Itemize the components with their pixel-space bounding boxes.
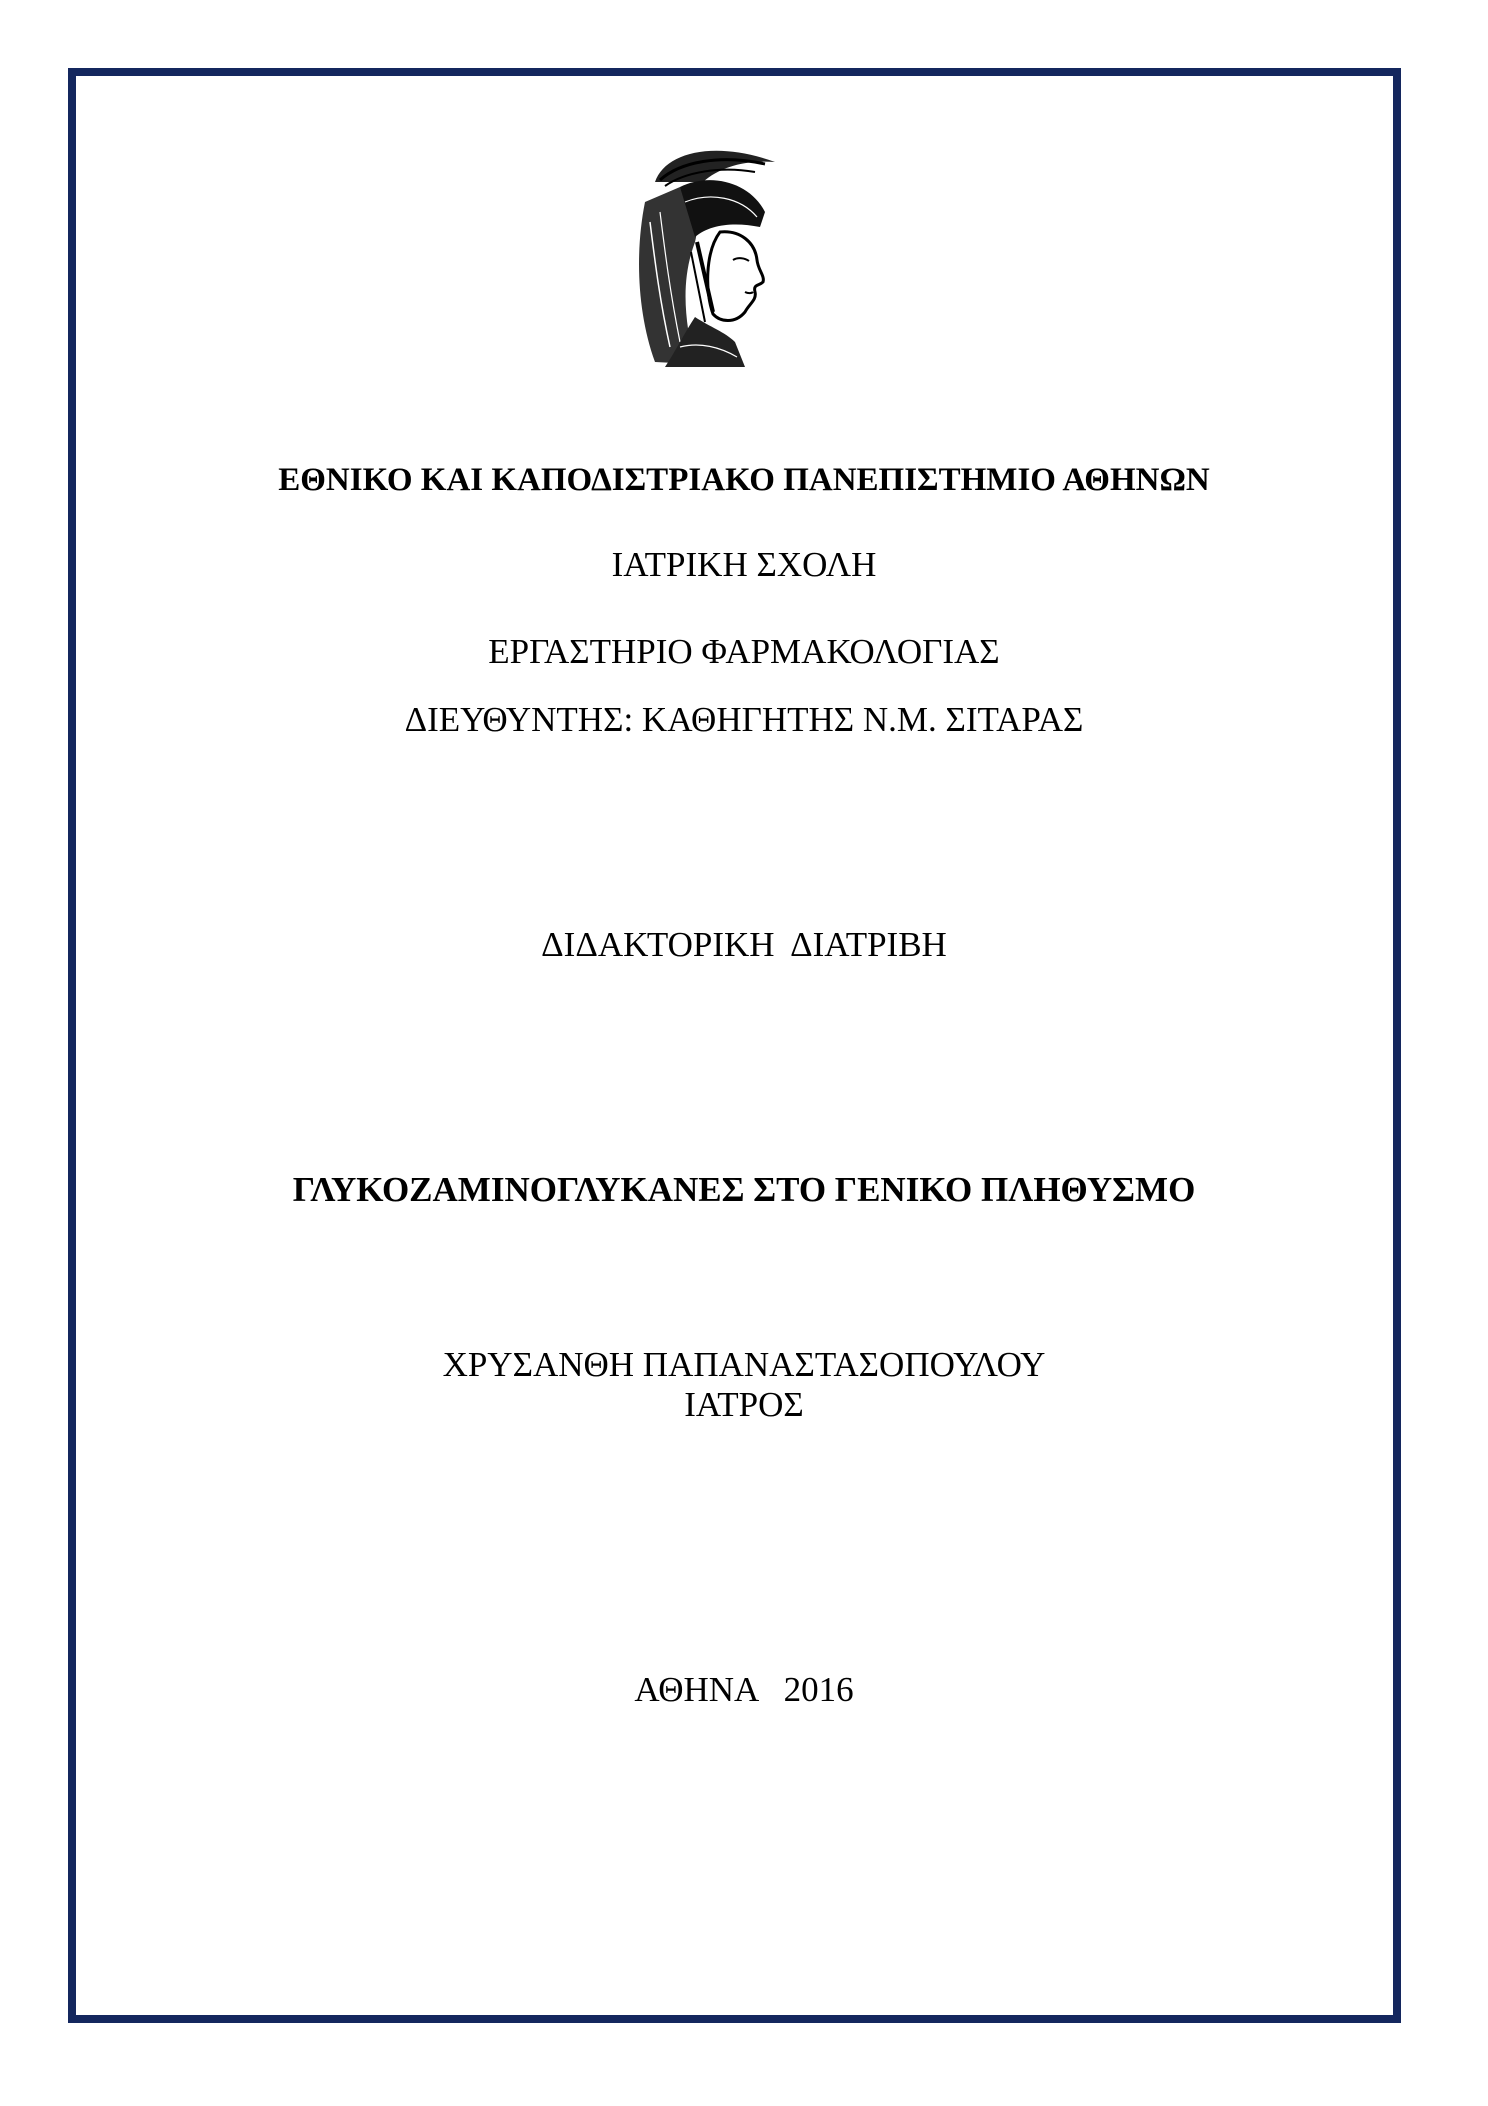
laboratory-name: ΕΡΓΑΣΤΗΡΙΟ ΦΑΡΜΑΚΟΛΟΓΙΑΣ	[488, 632, 1000, 671]
place-year: ΑΘΗΝΑ 2016	[634, 1670, 854, 1709]
author-name: ΧΡΥΣΑΝΘΗ ΠΑΠΑΝΑΣΤΑΣΟΠΟΥΛΟΥ	[442, 1345, 1046, 1384]
school-name: ΙΑΤΡΙΚΗ ΣΧΟΛΗ	[611, 545, 877, 584]
athena-head-emblem-icon	[625, 142, 785, 372]
thesis-title: ΓΛΥΚΟΖΑΜΙΝΟΓΛΥΚΑΝΕΣ ΣΤΟ ΓΕΝΙΚΟ ΠΛΗΘΥΣΜΟ	[292, 1170, 1196, 1209]
document-type: ΔΙΔΑΚΤΟΡΙΚΗ ΔΙΑΤΡΙΒΗ	[541, 925, 947, 964]
author-title: ΙΑΤΡΟΣ	[684, 1385, 804, 1424]
director-line: ΔΙΕΥΘΥΝΤΗΣ: ΚΑΘΗΓΗΤΗΣ Ν.Μ. ΣΙΤΑΡΑΣ	[404, 700, 1084, 739]
university-name: ΕΘΝΙΚΟ ΚΑΙ ΚΑΠΟΔΙΣΤΡΙΑΚΟ ΠΑΝΕΠΙΣΤΗΜΙΟ ΑΘΗΝΩΝ	[278, 462, 1210, 498]
